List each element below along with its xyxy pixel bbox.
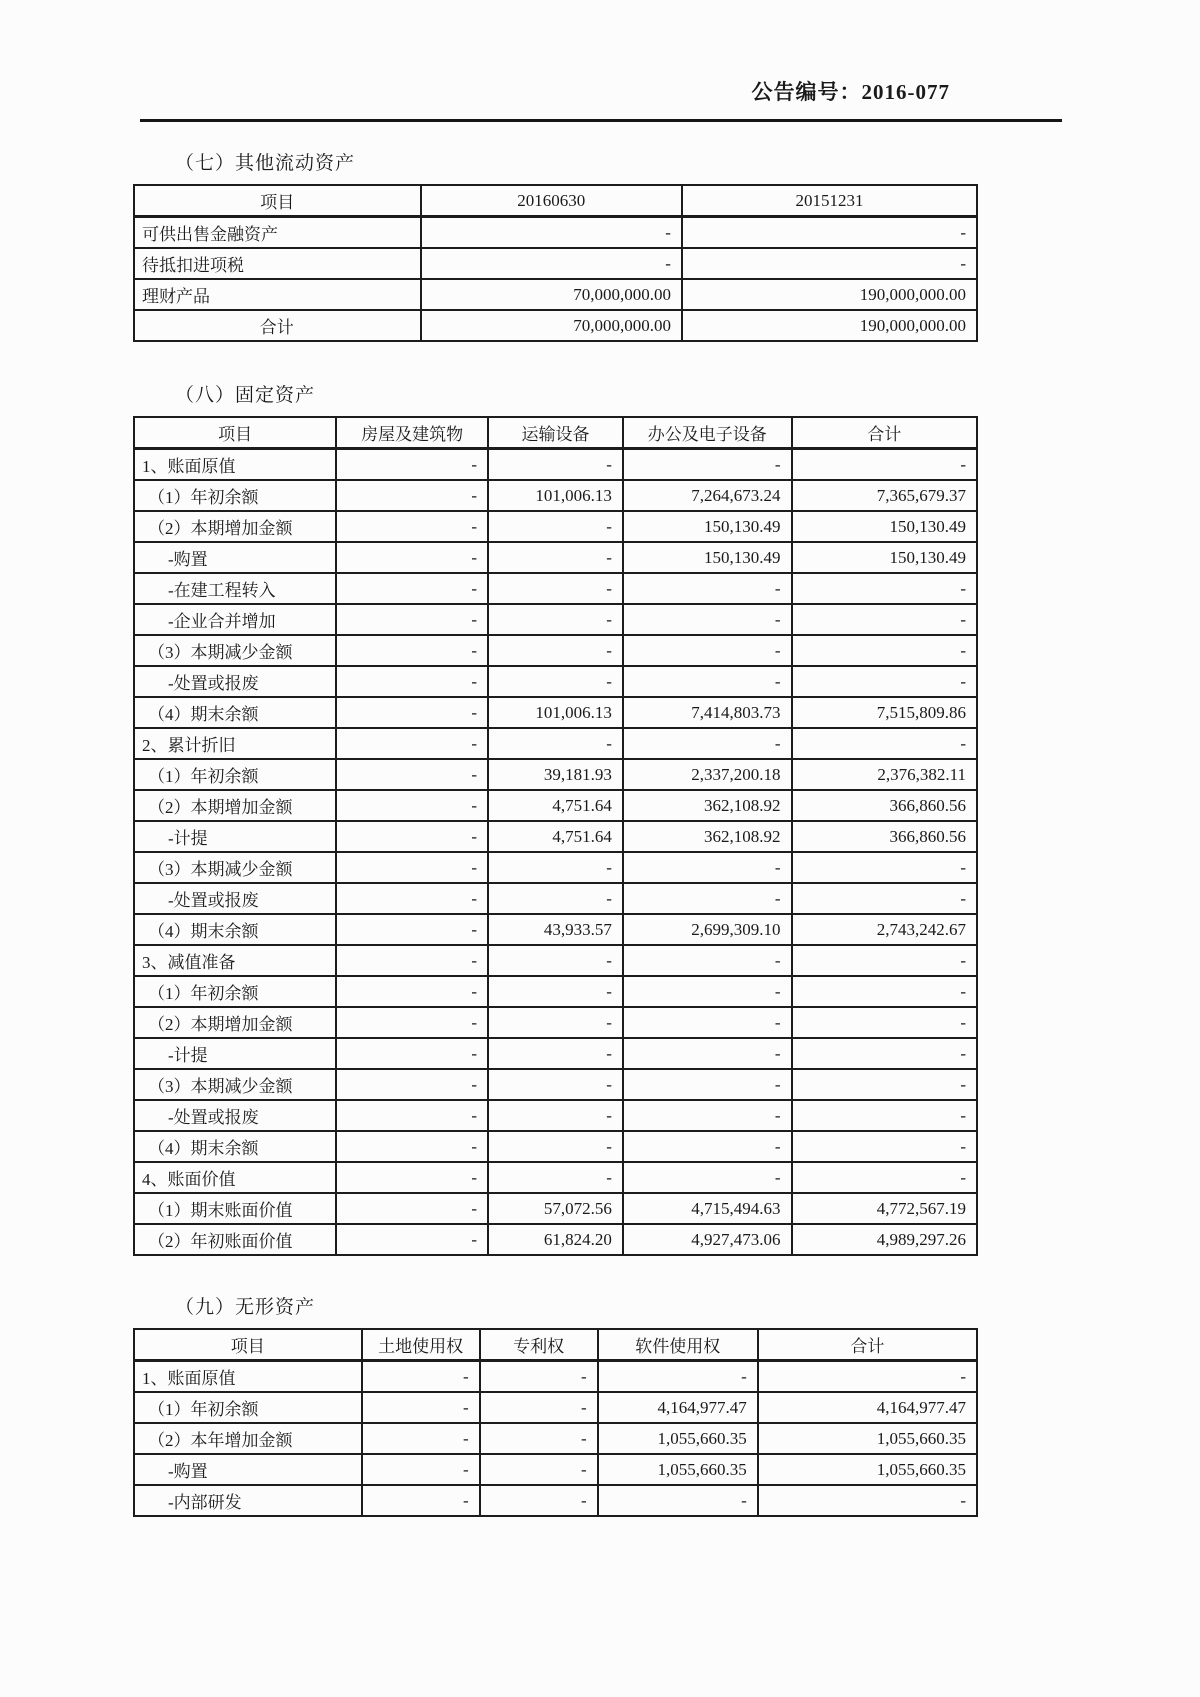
table-row — [134, 248, 977, 279]
header-row — [134, 185, 977, 217]
cell-value: - — [623, 635, 792, 666]
cell-value: - — [336, 1131, 488, 1162]
table-row — [134, 573, 977, 604]
cell-value: - — [488, 1162, 623, 1193]
table-row — [134, 728, 977, 759]
cell-value: - — [480, 1454, 598, 1485]
cell-value: - — [623, 1038, 792, 1069]
row-label: （1）年初余额 — [134, 480, 336, 511]
row-label: （3）本期减少金额 — [134, 635, 336, 666]
row-label: 待抵扣进项税 — [134, 248, 421, 279]
cell-value: - — [623, 883, 792, 914]
cell-value: 366,860.56 — [792, 821, 977, 852]
table-row — [134, 1069, 977, 1100]
cell-value: - — [623, 449, 792, 481]
cell-value: - — [792, 1038, 977, 1069]
cell-value: - — [480, 1361, 598, 1393]
table-row — [134, 635, 977, 666]
cell-value: 1,055,660.35 — [598, 1423, 758, 1454]
cell-value: - — [336, 945, 488, 976]
cell-value: - — [336, 728, 488, 759]
cell-value: - — [336, 449, 488, 481]
cell-value: 4,164,977.47 — [758, 1392, 977, 1423]
table-row — [134, 1007, 977, 1038]
cell-value: - — [336, 511, 488, 542]
column-header: 合计 — [792, 417, 977, 449]
cell-value: - — [623, 604, 792, 635]
cell-value: - — [623, 1162, 792, 1193]
row-label: 1、账面原值 — [134, 1361, 362, 1393]
cell-value: 7,414,803.73 — [623, 697, 792, 728]
row-label: （2）本期增加金额 — [134, 1007, 336, 1038]
cell-value: - — [336, 790, 488, 821]
cell-value: 61,824.20 — [488, 1224, 623, 1255]
row-label: -企业合并增加 — [134, 604, 336, 635]
cell-value: 4,715,494.63 — [623, 1193, 792, 1224]
row-label: （3）本期减少金额 — [134, 852, 336, 883]
cell-value: - — [488, 976, 623, 1007]
table-row — [134, 759, 977, 790]
cell-value: - — [488, 542, 623, 573]
table-row — [134, 976, 977, 1007]
cell-value: - — [792, 1007, 977, 1038]
cell-value: 7,365,679.37 — [792, 480, 977, 511]
cell-value: - — [792, 976, 977, 1007]
cell-value: 2,743,242.67 — [792, 914, 977, 945]
cell-value: 4,164,977.47 — [598, 1392, 758, 1423]
cell-value: - — [336, 1224, 488, 1255]
intangible-assets-table — [133, 1328, 978, 1517]
cell-value: - — [362, 1485, 480, 1516]
row-label: （2）本期增加金额 — [134, 511, 336, 542]
cell-value: 150,130.49 — [623, 511, 792, 542]
cell-value: - — [792, 666, 977, 697]
cell-value: - — [488, 604, 623, 635]
cell-value: - — [488, 1100, 623, 1131]
cell-value: - — [336, 1007, 488, 1038]
cell-value: 150,130.49 — [792, 542, 977, 573]
row-label: （4）期末余额 — [134, 697, 336, 728]
row-label: -计提 — [134, 1038, 336, 1069]
cell-value: - — [792, 728, 977, 759]
column-header: 20151231 — [682, 185, 977, 217]
cell-value: - — [623, 728, 792, 759]
cell-value: 4,927,473.06 — [623, 1224, 792, 1255]
cell-value: 4,751.64 — [488, 790, 623, 821]
table-row — [134, 1485, 977, 1516]
table-row — [134, 1224, 977, 1255]
cell-value: - — [792, 604, 977, 635]
row-label: -在建工程转入 — [134, 573, 336, 604]
table-row — [134, 1038, 977, 1069]
table-row — [134, 1131, 977, 1162]
row-label: -计提 — [134, 821, 336, 852]
row-label: （1）年初余额 — [134, 976, 336, 1007]
cell-value: 1,055,660.35 — [758, 1454, 977, 1485]
table-row — [134, 821, 977, 852]
fixed-assets-table — [133, 416, 978, 1256]
cell-value: - — [336, 1069, 488, 1100]
table-row — [134, 279, 977, 310]
table-row — [134, 1100, 977, 1131]
cell-value: - — [792, 883, 977, 914]
row-label: 4、账面价值 — [134, 1162, 336, 1193]
table-row — [134, 1193, 977, 1224]
section-title-other-current-assets: （七）其他流动资产 — [175, 153, 356, 174]
cell-value: 7,515,809.86 — [792, 697, 977, 728]
row-label: （1）年初余额 — [134, 759, 336, 790]
cell-value: 190,000,000.00 — [682, 310, 977, 341]
row-label: （2）年初账面价值 — [134, 1224, 336, 1255]
cell-value: - — [758, 1361, 977, 1393]
cell-value: - — [598, 1485, 758, 1516]
table-row — [134, 1392, 977, 1423]
cell-value: 4,989,297.26 — [792, 1224, 977, 1255]
cell-value: - — [792, 635, 977, 666]
column-header: 土地使用权 — [362, 1329, 480, 1361]
cell-value: - — [623, 945, 792, 976]
row-label: -处置或报废 — [134, 883, 336, 914]
cell-value: - — [488, 511, 623, 542]
table-row — [134, 666, 977, 697]
row-label: （1）年初余额 — [134, 1392, 362, 1423]
column-header: 项目 — [134, 417, 336, 449]
table-row — [134, 790, 977, 821]
other-current-assets-table — [133, 184, 978, 342]
table-row — [134, 1423, 977, 1454]
cell-value: - — [336, 480, 488, 511]
cell-value: 70,000,000.00 — [421, 279, 682, 310]
row-label: 理财产品 — [134, 279, 421, 310]
cell-value: - — [336, 1038, 488, 1069]
cell-value: 39,181.93 — [488, 759, 623, 790]
cell-value: 2,699,309.10 — [623, 914, 792, 945]
row-label: （3）本期减少金额 — [134, 1069, 336, 1100]
cell-value: - — [598, 1361, 758, 1393]
cell-value: - — [421, 217, 682, 249]
row-label: -内部研发 — [134, 1485, 362, 1516]
cell-value: - — [623, 976, 792, 1007]
row-label: （2）本期增加金额 — [134, 790, 336, 821]
cell-value: - — [480, 1485, 598, 1516]
column-header: 房屋及建筑物 — [336, 417, 488, 449]
table-row — [134, 217, 977, 249]
row-label: 合计 — [134, 310, 421, 341]
row-label: 可供出售金融资产 — [134, 217, 421, 249]
row-label: （2）本年增加金额 — [134, 1423, 362, 1454]
cell-value: - — [480, 1423, 598, 1454]
table-row — [134, 883, 977, 914]
cell-value: - — [336, 542, 488, 573]
cell-value: - — [488, 1069, 623, 1100]
cell-value: - — [792, 1162, 977, 1193]
cell-value: - — [792, 1131, 977, 1162]
cell-value: - — [336, 635, 488, 666]
cell-value: - — [488, 666, 623, 697]
column-header: 合计 — [758, 1329, 977, 1361]
cell-value: - — [792, 1069, 977, 1100]
cell-value: - — [336, 759, 488, 790]
cell-value: - — [488, 1131, 623, 1162]
column-header: 项目 — [134, 185, 421, 217]
cell-value: - — [480, 1392, 598, 1423]
cell-value: - — [336, 976, 488, 1007]
cell-value: - — [336, 1162, 488, 1193]
cell-value: - — [623, 1069, 792, 1100]
row-label: 1、账面原值 — [134, 449, 336, 481]
header-rule — [140, 119, 1062, 122]
table-row — [134, 449, 977, 481]
cell-value: - — [488, 945, 623, 976]
cell-value: 2,376,382.11 — [792, 759, 977, 790]
cell-value: - — [792, 1100, 977, 1131]
table-row — [134, 480, 977, 511]
cell-value: 366,860.56 — [792, 790, 977, 821]
cell-value: - — [488, 635, 623, 666]
cell-value: 101,006.13 — [488, 697, 623, 728]
row-label: （4）期末余额 — [134, 914, 336, 945]
table-row — [134, 697, 977, 728]
cell-value: - — [682, 248, 977, 279]
cell-value: 1,055,660.35 — [758, 1423, 977, 1454]
cell-value: - — [336, 1193, 488, 1224]
table-row — [134, 852, 977, 883]
cell-value: - — [758, 1485, 977, 1516]
table-row — [134, 1361, 977, 1393]
cell-value: - — [488, 852, 623, 883]
cell-value: - — [336, 852, 488, 883]
cell-value: - — [362, 1423, 480, 1454]
cell-value: - — [488, 1007, 623, 1038]
table-row — [134, 1454, 977, 1485]
announcement-number: 公告编号：2016-077 — [751, 80, 950, 104]
section-title-fixed-assets: （八）固定资产 — [175, 385, 316, 406]
column-header: 20160630 — [421, 185, 682, 217]
cell-value: 4,772,567.19 — [792, 1193, 977, 1224]
cell-value: 1,055,660.35 — [598, 1454, 758, 1485]
cell-value: - — [682, 217, 977, 249]
row-label: -购置 — [134, 542, 336, 573]
cell-value: - — [488, 573, 623, 604]
cell-value: - — [623, 852, 792, 883]
cell-value: - — [623, 1100, 792, 1131]
table-row — [134, 310, 977, 341]
cell-value: - — [488, 449, 623, 481]
row-label: -购置 — [134, 1454, 362, 1485]
cell-value: - — [336, 604, 488, 635]
column-header: 专利权 — [480, 1329, 598, 1361]
cell-value: 362,108.92 — [623, 821, 792, 852]
cell-value: - — [488, 883, 623, 914]
cell-value: 150,130.49 — [623, 542, 792, 573]
cell-value: - — [362, 1392, 480, 1423]
row-label: 3、减值准备 — [134, 945, 336, 976]
row-label: -处置或报废 — [134, 666, 336, 697]
cell-value: 190,000,000.00 — [682, 279, 977, 310]
cell-value: 4,751.64 — [488, 821, 623, 852]
cell-value: - — [792, 573, 977, 604]
cell-value: - — [623, 666, 792, 697]
table-row — [134, 511, 977, 542]
cell-value: - — [792, 852, 977, 883]
cell-value: - — [488, 1038, 623, 1069]
cell-value: - — [336, 666, 488, 697]
header-row — [134, 1329, 977, 1361]
cell-value: - — [362, 1361, 480, 1393]
column-header: 运输设备 — [488, 417, 623, 449]
row-label: -处置或报废 — [134, 1100, 336, 1131]
table-row — [134, 604, 977, 635]
cell-value: - — [623, 1131, 792, 1162]
cell-value: 2,337,200.18 — [623, 759, 792, 790]
column-header: 软件使用权 — [598, 1329, 758, 1361]
cell-value: - — [421, 248, 682, 279]
table-row — [134, 945, 977, 976]
row-label: 2、累计折旧 — [134, 728, 336, 759]
column-header: 项目 — [134, 1329, 362, 1361]
section-title-intangible-assets: （九）无形资产 — [175, 1297, 316, 1318]
cell-value: 70,000,000.00 — [421, 310, 682, 341]
cell-value: - — [336, 573, 488, 604]
cell-value: - — [792, 945, 977, 976]
cell-value: - — [336, 883, 488, 914]
cell-value: - — [336, 914, 488, 945]
cell-value: - — [623, 1007, 792, 1038]
cell-value: - — [336, 1100, 488, 1131]
cell-value: - — [336, 697, 488, 728]
cell-value: - — [336, 821, 488, 852]
cell-value: 150,130.49 — [792, 511, 977, 542]
table-row — [134, 542, 977, 573]
cell-value: 101,006.13 — [488, 480, 623, 511]
row-label: （4）期末余额 — [134, 1131, 336, 1162]
cell-value: 362,108.92 — [623, 790, 792, 821]
cell-value: - — [362, 1454, 480, 1485]
table-row — [134, 914, 977, 945]
row-label: （1）期末账面价值 — [134, 1193, 336, 1224]
header-row — [134, 417, 977, 449]
column-header: 办公及电子设备 — [623, 417, 792, 449]
cell-value: - — [488, 728, 623, 759]
document-page — [133, 0, 978, 1517]
cell-value: 43,933.57 — [488, 914, 623, 945]
cell-value: - — [792, 449, 977, 481]
cell-value: 57,072.56 — [488, 1193, 623, 1224]
cell-value: - — [623, 573, 792, 604]
cell-value: 7,264,673.24 — [623, 480, 792, 511]
table-row — [134, 1162, 977, 1193]
